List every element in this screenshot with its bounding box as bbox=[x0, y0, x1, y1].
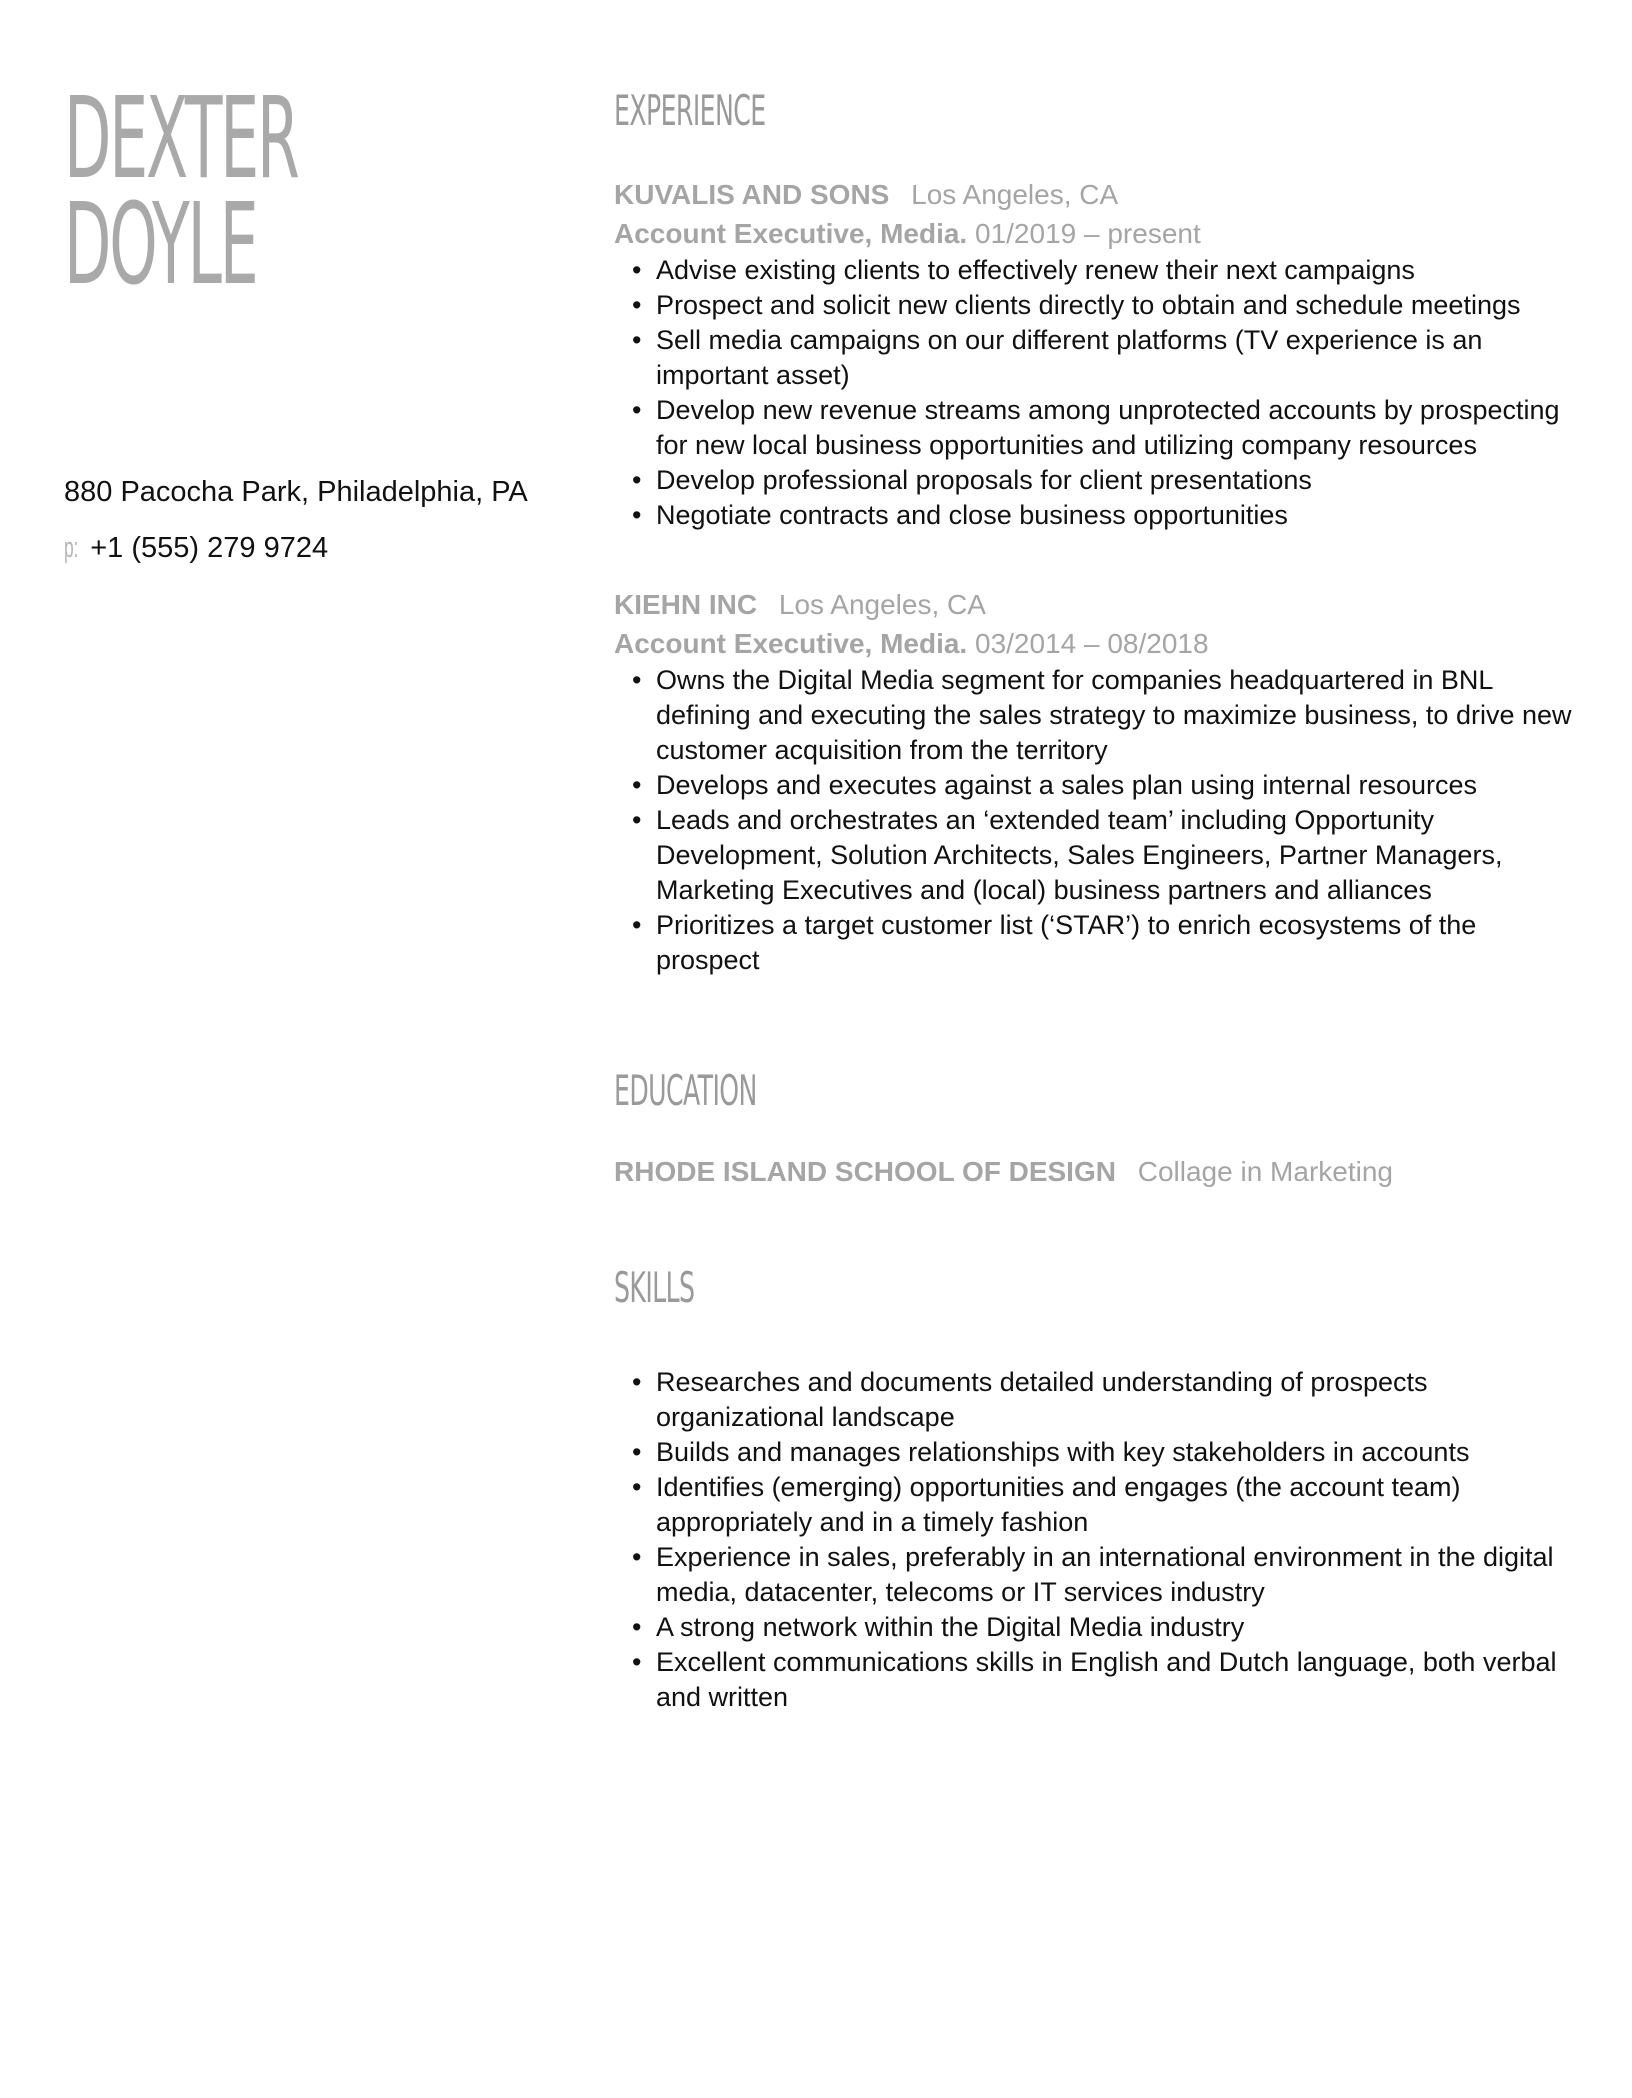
list-item: • Excellent communications skills in English and Dutch language, both verbal and written bbox=[614, 1645, 1574, 1715]
list-item: • A strong network within the Digital Media industry bbox=[614, 1610, 1574, 1645]
job-role-line bbox=[614, 624, 1574, 663]
degree: Collage in Marketing bbox=[1137, 1156, 1393, 1187]
job-bullets bbox=[614, 253, 1574, 533]
list-item: • Experience in sales, preferably in an international environment in the digital media, datacenter, telecoms or IT services industry bbox=[614, 1540, 1574, 1610]
list-item: • Builds and manages relationships with key stakeholders in accounts bbox=[614, 1435, 1574, 1470]
list-item: • Advise existing clients to effectively renew their next campaigns bbox=[614, 253, 1574, 288]
list-item: • Prioritizes a target customer list (‘STAR’) to enrich ecosystems of the prospect bbox=[614, 908, 1574, 978]
phone-line bbox=[64, 520, 528, 576]
job-dates: 03/2014 – 08/2018 bbox=[975, 628, 1209, 659]
job-location: Los Angeles, CA bbox=[778, 589, 986, 620]
job-role: Account Executive, Media. bbox=[614, 628, 968, 659]
address: 880 Pacocha Park, Philadelphia, PA bbox=[64, 476, 528, 508]
job-header bbox=[614, 175, 1574, 214]
left-column bbox=[64, 74, 564, 564]
list-item: • Researches and documents detailed understanding of prospects organizational landscape bbox=[614, 1365, 1574, 1435]
list-item: • Sell media campaigns on our different platforms (TV experience is an important asset) bbox=[614, 323, 1574, 393]
list-item: • Develops and executes against a sales plan using internal resources bbox=[614, 768, 1574, 803]
skills-list bbox=[614, 1365, 1574, 1715]
job-entry bbox=[614, 585, 1574, 978]
phone-label: p: bbox=[64, 532, 79, 564]
list-item: • Identifies (emerging) opportunities and engages (the account team) appropriately and in a timely fashion bbox=[614, 1470, 1574, 1540]
experience-title: EXPERIENCE bbox=[614, 86, 766, 135]
company-name: KIEHN INC bbox=[614, 589, 758, 620]
list-item: • Negotiate contracts and close business opportunities bbox=[614, 498, 1574, 533]
skills-title: SKILLS bbox=[614, 1263, 695, 1312]
list-item: • Develop new revenue streams among unprotected accounts by prospecting for new local business opportunities and utilizing company resources bbox=[614, 393, 1574, 463]
job-location: Los Angeles, CA bbox=[911, 179, 1119, 210]
right-column bbox=[614, 84, 1574, 1715]
candidate-name bbox=[64, 74, 339, 310]
job-dates: 01/2019 – present bbox=[975, 218, 1201, 249]
job-role-line bbox=[614, 214, 1574, 253]
first-name: DEXTER bbox=[64, 74, 298, 204]
last-name: DOYLE bbox=[64, 180, 257, 310]
job-role: Account Executive, Media. bbox=[614, 218, 968, 249]
education-entry bbox=[614, 1152, 1574, 1191]
list-item: • Leads and orchestrates an ‘extended team’ including Opportunity Development, Solution Architects, Sales Engineers, Partner Managers, Marketing Executives and (local) business partners and alliances bbox=[614, 803, 1574, 908]
phone-number: +1 (555) 279 9724 bbox=[90, 532, 329, 564]
job-header bbox=[614, 585, 1574, 624]
job-entry bbox=[614, 175, 1574, 533]
contact-block bbox=[64, 464, 528, 576]
list-item: • Develop professional proposals for client presentations bbox=[614, 463, 1574, 498]
job-bullets bbox=[614, 663, 1574, 978]
school-name: RHODE ISLAND SCHOOL OF DESIGN bbox=[614, 1156, 1116, 1187]
list-item: • Prospect and solicit new clients directly to obtain and schedule meetings bbox=[614, 288, 1574, 323]
list-item: • Owns the Digital Media segment for companies headquartered in BNL defining and executing the sales strategy to maximize business, to drive new customer acquisition from the territory bbox=[614, 663, 1574, 768]
education-title: EDUCATION bbox=[614, 1066, 757, 1115]
company-name: KUVALIS AND SONS bbox=[614, 179, 890, 210]
